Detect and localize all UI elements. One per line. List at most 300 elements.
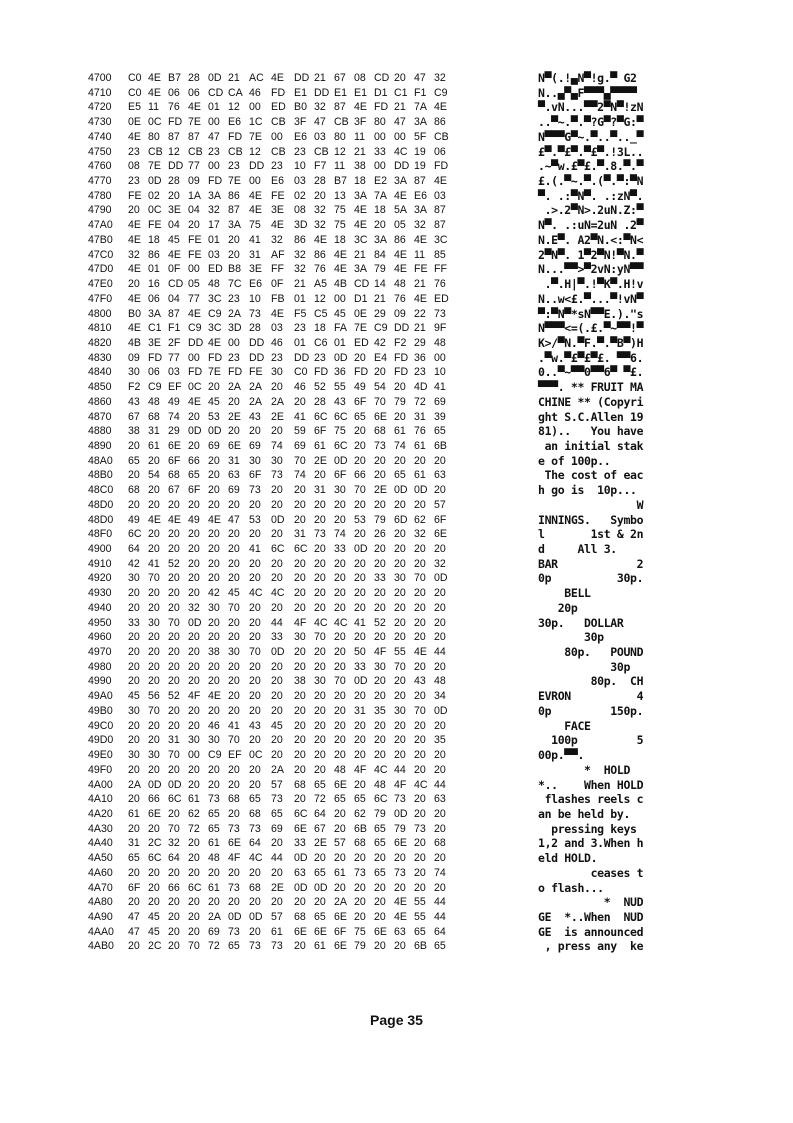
hex-byte: 62 <box>188 807 200 820</box>
hex-byte: 75 <box>354 925 366 938</box>
hex-byte: 3D <box>294 219 308 232</box>
ascii-text: K>/▀N.▀F.▀.▀B▀)H <box>538 335 644 350</box>
hex-byte: 20 <box>394 587 406 600</box>
hex-byte: 64 <box>249 837 261 850</box>
ascii-text: ▀:▀N▀*sN▀▀E.)."s <box>538 306 644 321</box>
hex-byte: 3E <box>249 263 262 276</box>
hex-byte: 20 <box>168 543 180 555</box>
hex-byte: 06 <box>168 86 180 99</box>
hex-byte: 20 <box>168 807 180 820</box>
hex-byte: 63 <box>228 469 240 482</box>
hex-byte: 30 <box>208 601 220 614</box>
hex-byte: 20 <box>148 528 160 541</box>
hex-byte: 6E <box>374 410 387 423</box>
hex-byte: 20 <box>208 866 220 879</box>
hex-byte: FF <box>271 263 284 276</box>
ascii-text: *.. When HOLD <box>538 777 644 792</box>
hex-byte: 87 <box>414 175 426 188</box>
hex-byte: 6F <box>334 925 347 938</box>
hex-byte: FE <box>128 189 142 202</box>
hex-byte: 0D <box>334 454 348 467</box>
hex-byte: 29 <box>414 336 426 349</box>
hex-byte: 6F <box>168 454 181 467</box>
hex-byte: 45 <box>148 925 160 938</box>
hex-byte: 32 <box>414 528 426 541</box>
hex-byte: 20 <box>208 454 220 467</box>
address: 4A40 <box>88 837 113 850</box>
hex-byte: 20 <box>271 866 283 879</box>
hex-byte: 4E <box>128 292 141 305</box>
hex-byte: 70 <box>374 395 386 408</box>
hex-byte: 31 <box>294 528 306 541</box>
hex-byte: 65 <box>334 793 346 806</box>
hex-byte: 23 <box>228 160 240 173</box>
hex-byte: 20 <box>228 528 240 541</box>
hex-byte: 20 <box>334 587 346 600</box>
hex-byte: 48 <box>434 336 446 349</box>
hex-byte: 20 <box>394 631 406 644</box>
hex-byte: 08 <box>354 72 366 84</box>
hex-byte: 00 <box>188 351 200 364</box>
hex-byte: 12 <box>314 292 326 305</box>
hex-byte: 30 <box>128 704 140 717</box>
hex-byte: 4E <box>354 219 367 232</box>
hex-byte: 20 <box>414 616 426 629</box>
ascii-text: ▀▀▀. ** FRUIT MA <box>538 380 644 395</box>
hex-byte: 61 <box>148 439 160 452</box>
hex-byte: 4F <box>294 616 307 629</box>
hex-byte: 0E <box>128 116 141 129</box>
hex-byte: 70 <box>394 660 406 673</box>
hex-byte: 20 <box>434 749 446 762</box>
hex-byte: 2E <box>374 484 387 497</box>
hex-byte: 49 <box>188 513 200 526</box>
hex-byte: 01 <box>294 292 306 305</box>
hex-byte: 44 <box>434 896 446 909</box>
address: 49B0 <box>88 704 113 717</box>
hex-byte: B0 <box>128 307 141 320</box>
address: 4700 <box>88 72 112 84</box>
hex-byte: 20 <box>208 660 220 673</box>
hex-byte: 65 <box>208 822 220 835</box>
hex-byte: 21 <box>314 72 326 84</box>
ascii-text: ..▀~.▀.▀?G▀?▀G:▀ <box>538 115 644 130</box>
address: 4910 <box>88 557 112 570</box>
ascii-text: BAR 2 <box>538 556 644 571</box>
hex-byte: 20 <box>354 351 366 364</box>
hex-byte: C9 <box>208 307 222 320</box>
hex-byte: 20 <box>294 395 306 408</box>
hex-byte: 20 <box>148 675 160 688</box>
hex-byte: 20 <box>148 660 160 673</box>
hex-byte: 20 <box>334 690 346 703</box>
hex-byte: 73 <box>249 822 261 835</box>
address: 48B0 <box>88 469 113 482</box>
hex-byte: 5A <box>394 204 407 217</box>
hex-byte: 20 <box>271 528 283 541</box>
hex-byte: 65 <box>208 807 220 820</box>
hex-byte: 20 <box>434 660 446 673</box>
hex-byte: 73 <box>271 469 283 482</box>
hex-byte: 20 <box>128 675 140 688</box>
hex-byte: 20 <box>128 660 140 673</box>
hex-byte: 73 <box>249 940 261 953</box>
address: 4A30 <box>88 822 113 835</box>
hex-byte: 20 <box>334 513 346 526</box>
hex-byte: 3E <box>168 204 181 217</box>
hex-byte: 70 <box>148 704 160 717</box>
hex-byte: 21 <box>414 322 426 335</box>
hex-byte: 20 <box>414 749 426 762</box>
ascii-text: INNINGS. Symbo <box>538 512 644 527</box>
hex-byte: 20 <box>294 513 306 526</box>
hex-byte: 20 <box>374 631 386 644</box>
hex-byte: 44 <box>434 910 446 923</box>
hex-byte: 20 <box>188 660 200 673</box>
hex-byte: 2E <box>271 410 284 423</box>
hex-byte: 12 <box>228 101 240 114</box>
hex-byte: 47 <box>128 910 140 923</box>
hex-byte: 20 <box>414 881 426 894</box>
hex-byte: 64 <box>434 925 446 938</box>
hex-byte: 20 <box>354 881 366 894</box>
address: 4A00 <box>88 778 113 791</box>
hex-byte: 47 <box>314 116 326 129</box>
hex-byte: 9F <box>434 322 447 335</box>
hex-byte: 46 <box>294 381 306 394</box>
hex-byte: 6F <box>354 395 367 408</box>
hex-byte: 20 <box>414 852 426 865</box>
hex-byte: 65 <box>128 852 140 865</box>
hex-byte: 0F <box>168 263 181 276</box>
hex-byte: 6E <box>294 822 307 835</box>
hex-byte: 33 <box>374 145 386 158</box>
hex-byte: 28 <box>168 175 180 188</box>
hex-byte: 20 <box>294 660 306 673</box>
address: 4730 <box>88 116 112 129</box>
hex-byte: 61 <box>314 940 326 953</box>
hex-byte: 20 <box>414 807 426 820</box>
ascii-text: 30p. DOLLAR <box>538 615 644 630</box>
hex-byte: 20 <box>354 631 366 644</box>
hex-byte: 20 <box>294 940 306 953</box>
hex-byte: 20 <box>354 601 366 614</box>
ascii-text: * HOLD <box>538 762 644 777</box>
address: 4900 <box>88 543 112 555</box>
hex-byte: 65 <box>271 807 283 820</box>
hex-byte: 20 <box>414 587 426 600</box>
hex-byte: 38 <box>294 675 306 688</box>
hex-byte: 20 <box>334 601 346 614</box>
hex-byte: 73 <box>228 881 240 894</box>
hex-byte: 20 <box>414 631 426 644</box>
hex-byte: 20 <box>434 763 446 776</box>
hex-byte: 47 <box>414 72 426 84</box>
hex-byte: CB <box>188 145 203 158</box>
hex-byte: 20 <box>228 557 240 570</box>
ascii-text: N▀▀▀<=(.£.▀~▀▀!▀ <box>538 321 644 336</box>
hex-byte: 20 <box>314 896 326 909</box>
hex-byte: 00 <box>208 116 220 129</box>
hex-byte: 33 <box>374 572 386 585</box>
hex-byte: 70 <box>228 601 240 614</box>
hex-byte: 20 <box>208 498 220 511</box>
hex-byte: 20 <box>294 601 306 614</box>
hex-byte: 20 <box>374 498 386 511</box>
hex-byte: 73 <box>271 793 283 806</box>
hex-byte: 20 <box>128 587 140 600</box>
hex-byte: 65 <box>374 837 386 850</box>
hex-byte: 4C <box>271 587 285 600</box>
hex-byte: 87 <box>434 219 446 232</box>
hex-byte: 20 <box>294 484 306 497</box>
hex-byte: 08 <box>294 204 306 217</box>
ascii-text: GE is announced <box>538 924 644 939</box>
address: 49A0 <box>88 690 113 703</box>
hex-byte: 23 <box>294 145 306 158</box>
hex-byte: 20 <box>249 778 261 791</box>
hex-byte: 20 <box>188 763 200 776</box>
hex-byte: 52 <box>314 381 326 394</box>
hex-byte: 4C <box>314 616 328 629</box>
hex-byte: 4E <box>188 307 201 320</box>
hex-byte: 0D <box>314 881 328 894</box>
hex-byte: 52 <box>374 616 386 629</box>
hex-byte: 55 <box>334 381 346 394</box>
hex-byte: 63 <box>294 866 306 879</box>
hex-byte: 12 <box>249 145 261 158</box>
hex-byte: 20 <box>354 690 366 703</box>
hex-byte: 20 <box>394 734 406 747</box>
hex-byte: 30 <box>271 366 283 379</box>
hex-byte: FD <box>394 351 409 364</box>
hex-byte: 20 <box>208 557 220 570</box>
hex-byte: 7E <box>354 322 367 335</box>
hex-byte: 20 <box>168 675 180 688</box>
hex-byte: 33 <box>271 631 283 644</box>
hex-byte: 20 <box>414 454 426 467</box>
hex-byte: 0D <box>188 425 202 438</box>
address: 4840 <box>88 366 112 379</box>
hex-byte: 01 <box>148 263 160 276</box>
hex-byte: 20 <box>354 528 366 541</box>
hex-byte: 2A <box>334 896 347 909</box>
hex-byte: E6 <box>228 116 241 129</box>
hex-byte: 41 <box>249 233 261 246</box>
hex-byte: 20 <box>188 498 200 511</box>
hex-byte: 33 <box>294 837 306 850</box>
hex-byte: 20 <box>414 866 426 879</box>
hex-byte: 29 <box>168 425 180 438</box>
address: 4870 <box>88 410 112 423</box>
hex-byte: 20 <box>434 807 446 820</box>
hex-byte: 4E <box>271 72 284 84</box>
hex-byte: 20 <box>314 852 326 865</box>
hex-byte: 20 <box>249 572 261 585</box>
hex-byte: 4E <box>394 248 407 261</box>
hex-byte: 75 <box>334 425 346 438</box>
hex-byte: 67 <box>314 822 326 835</box>
hex-byte: F1 <box>168 322 181 335</box>
hex-byte: FE <box>414 263 428 276</box>
hex-byte: F1 <box>414 86 427 99</box>
hex-byte: 3C <box>434 233 448 246</box>
hex-byte: 10 <box>294 160 306 173</box>
hex-byte: 6C <box>374 793 388 806</box>
hex-byte: 7A <box>374 189 387 202</box>
hex-byte: E6 <box>271 175 284 188</box>
ascii-text: 0p 30p. <box>538 571 644 586</box>
hex-byte: 20 <box>394 719 406 732</box>
hex-byte: 5F <box>414 130 427 143</box>
hex-byte: 20 <box>208 616 220 629</box>
hex-byte: 20 <box>271 601 283 614</box>
hex-byte: CB <box>148 145 163 158</box>
hex-byte: 2E <box>314 454 327 467</box>
hex-byte: 2A <box>228 381 241 394</box>
address: 47C0 <box>88 248 114 261</box>
hex-byte: 20 <box>228 498 240 511</box>
hex-byte: 20 <box>314 646 326 659</box>
hex-byte: 20 <box>168 896 180 909</box>
hex-byte: 77 <box>168 351 180 364</box>
hex-byte: 87 <box>334 101 346 114</box>
hex-byte: B7 <box>168 72 181 84</box>
hex-byte: 4F <box>188 690 201 703</box>
hex-byte: 4C <box>249 852 263 865</box>
hex-byte: 41 <box>434 381 446 394</box>
hex-byte: 72 <box>314 793 326 806</box>
hex-byte: DD <box>294 72 310 84</box>
hex-byte: 4E <box>354 101 367 114</box>
hex-byte: FB <box>271 292 285 305</box>
hex-byte: 03 <box>208 248 220 261</box>
address: 4A50 <box>88 852 113 865</box>
hex-byte: 53 <box>249 513 261 526</box>
hex-byte: 33 <box>128 616 140 629</box>
hex-byte: 31 <box>228 454 240 467</box>
hex-byte: 20 <box>168 528 180 541</box>
hex-byte: 20 <box>374 219 386 232</box>
hex-byte: 73 <box>354 866 366 879</box>
hex-byte: 65 <box>314 866 326 879</box>
hex-byte: 86 <box>394 233 406 246</box>
ascii-text: 80p. CH <box>538 674 644 689</box>
hex-byte: AC <box>249 72 264 84</box>
hex-byte: 20 <box>228 660 240 673</box>
hex-byte: 4E <box>314 233 327 246</box>
hex-byte: 19 <box>414 160 426 173</box>
hex-byte: 6C <box>294 807 308 820</box>
hex-byte: 20 <box>414 660 426 673</box>
hex-byte: 20 <box>354 572 366 585</box>
hex-byte: 4E <box>434 101 447 114</box>
hex-byte: 23 <box>314 351 326 364</box>
hex-byte: 20 <box>394 381 406 394</box>
hex-byte: 20 <box>394 528 406 541</box>
hex-byte: 20 <box>374 734 386 747</box>
hex-byte: FD <box>188 366 203 379</box>
hex-byte: 0D <box>188 616 202 629</box>
hex-byte: 73 <box>394 793 406 806</box>
hex-byte: 6C <box>334 410 348 423</box>
hex-byte: 20 <box>374 469 386 482</box>
hex-byte: 10 <box>434 366 446 379</box>
hex-byte: C6 <box>314 336 328 349</box>
hex-byte: 47 <box>228 513 240 526</box>
hex-byte: 20 <box>208 469 220 482</box>
hex-byte: 6B <box>354 822 367 835</box>
hex-byte: 74 <box>394 439 406 452</box>
hex-byte: 20 <box>188 778 200 791</box>
hex-byte: C9 <box>374 322 388 335</box>
hex-byte: 6C <box>294 543 308 555</box>
hex-byte: 68 <box>249 807 261 820</box>
hex-byte: 20 <box>314 763 326 776</box>
hex-byte: 47 <box>394 116 406 129</box>
hex-byte: 64 <box>314 807 326 820</box>
hex-byte: 20 <box>188 910 200 923</box>
hex-byte: E6 <box>294 130 307 143</box>
hex-byte: 30 <box>394 572 406 585</box>
hex-byte: EF <box>168 381 182 394</box>
hex-byte: 20 <box>294 690 306 703</box>
hex-byte: 20 <box>128 204 140 217</box>
hex-byte: 70 <box>334 675 346 688</box>
hex-byte: 43 <box>249 410 261 423</box>
hex-byte: 41 <box>249 543 261 555</box>
hex-byte: 39 <box>434 410 446 423</box>
hex-byte: 20 <box>334 734 346 747</box>
hex-byte: 23 <box>208 145 220 158</box>
hex-byte: 61 <box>208 881 220 894</box>
hex-byte: E6 <box>414 189 427 202</box>
hex-byte: 65 <box>354 793 366 806</box>
hex-byte: E1 <box>354 86 367 99</box>
hex-byte: DD <box>394 322 410 335</box>
hex-byte: 63 <box>434 469 446 482</box>
hex-byte: 0D <box>434 572 448 585</box>
hex-byte: 35 <box>374 704 386 717</box>
hex-byte: 20 <box>414 543 426 555</box>
hex-byte: FD <box>168 116 183 129</box>
hex-byte: 20 <box>314 601 326 614</box>
hex-byte: 20 <box>374 881 386 894</box>
hex-byte: 4E <box>148 86 161 99</box>
ascii-text: h go is 10p... <box>538 483 644 498</box>
hex-byte: 20 <box>354 454 366 467</box>
hex-byte: 75 <box>334 219 346 232</box>
hex-byte: 57 <box>271 778 283 791</box>
hex-byte: C9 <box>188 322 202 335</box>
hex-byte: 20 <box>434 587 446 600</box>
hex-byte: 20 <box>228 866 240 879</box>
hex-byte: 00 <box>249 175 261 188</box>
hex-byte: 84 <box>374 248 386 261</box>
address: 49E0 <box>88 749 113 762</box>
hex-byte: 0D <box>271 646 285 659</box>
hex-byte: 20 <box>314 189 326 202</box>
hex-byte: 21 <box>354 248 366 261</box>
hex-byte: 30 <box>208 734 220 747</box>
hex-byte: 54 <box>374 381 386 394</box>
hex-byte: 20 <box>314 543 326 555</box>
hex-byte: ED <box>354 336 369 349</box>
hex-byte: 20 <box>294 498 306 511</box>
hex-byte: 20 <box>271 896 283 909</box>
hex-byte: 2A <box>271 763 284 776</box>
hex-byte: 09 <box>394 307 406 320</box>
